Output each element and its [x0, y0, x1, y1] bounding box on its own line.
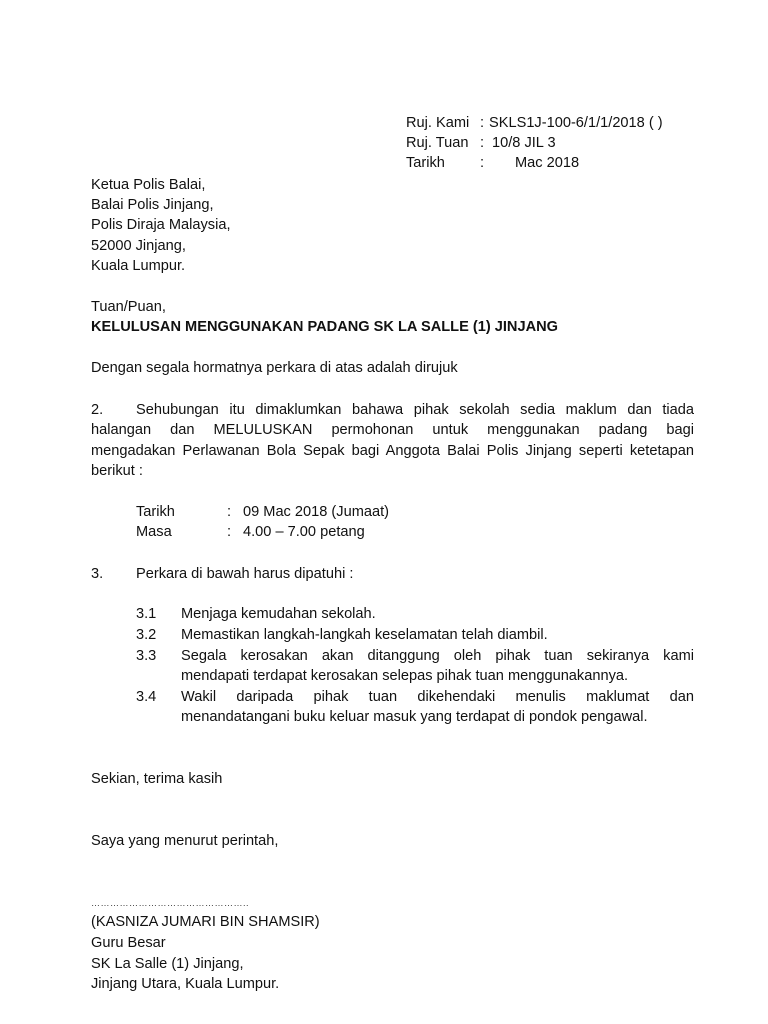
item-number: 3.1 — [136, 606, 157, 622]
signatory-title: Guru Besar — [91, 935, 166, 951]
ref-label: Ruj. Tuan — [406, 135, 469, 151]
signatory-school: SK La Salle (1) Jinjang, — [91, 956, 244, 972]
detail-value-masa: 4.00 – 7.00 petang — [243, 524, 365, 540]
item-number: 3.2 — [136, 627, 157, 643]
para2-line: berikut : — [91, 463, 143, 479]
recipient-line: Polis Diraja Malaysia, — [91, 217, 231, 233]
ref-colon: : — [480, 115, 485, 131]
ref-row-tarikh — [0, 153, 768, 173]
letter-subject: KELULUSAN MENGGUNAKAN PADANG SK LA SALLE (1) JINJANG — [91, 319, 559, 335]
para3-text: Perkara di bawah harus dipatuhi : — [136, 566, 354, 582]
item-text: menandatangani buku keluar masuk yang terdapat di pondok pengawal. — [181, 709, 648, 725]
para2-line: halangan dan MELULUSKAN permohonan untuk menggunakan padang bagi — [91, 422, 694, 438]
ref-value-tuan: 10/8 JIL 3 — [492, 135, 556, 151]
detail-label-masa: Masa — [136, 524, 172, 540]
ref-value-kami: SKLS1J-100-6/1/1/2018 ( ) — [489, 115, 663, 131]
ref-label: Tarikh — [406, 155, 445, 171]
detail-label-tarikh: Tarikh — [136, 504, 175, 520]
recipient-line: Balai Polis Jinjang, — [91, 197, 214, 213]
ref-value-tarikh: Mac 2018 — [515, 155, 580, 171]
signatory-address: Jinjang Utara, Kuala Lumpur. — [91, 976, 280, 992]
ref-colon: : — [480, 155, 485, 171]
detail-colon: : — [227, 524, 232, 540]
item-number: 3.4 — [136, 689, 157, 705]
salutation: Tuan/Puan, — [91, 299, 166, 315]
recipient-line: Kuala Lumpur. — [91, 258, 186, 274]
item-text: Memastikan langkah-langkah keselamatan telah diambil. — [181, 627, 548, 643]
ref-row-kami — [0, 113, 768, 133]
item-text: Wakil daripada pihak tuan dikehendaki menulis maklumat dan — [181, 689, 694, 705]
ref-label: Ruj. Kami — [406, 115, 470, 131]
para2-line: Sehubungan itu dimaklumkan bahawa pihak sekolah sedia maklum dan tiada — [136, 402, 694, 418]
item-text: Menjaga kemudahan sekolah. — [181, 606, 376, 622]
recipient-line: 52000 Jinjang, — [91, 238, 186, 254]
item-text: mendapati terdapat kerosakan selepas pihak tuan menggunakannya. — [181, 668, 629, 684]
para2-line: mengadakan Perlawanan Bola Sepak bagi Anggota Balai Polis Jinjang seperti ketetapan — [91, 443, 694, 459]
para3-number: 3. — [91, 566, 104, 582]
para2-number: 2. — [91, 402, 104, 418]
intro-text: Dengan segala hormatnya perkara di atas adalah dirujuk — [91, 360, 458, 376]
closing-text: Sekian, terima kasih — [91, 771, 223, 787]
sign-intro: Saya yang menurut perintah, — [91, 833, 279, 849]
detail-value-tarikh: 09 Mac 2018 (Jumaat) — [243, 504, 390, 520]
recipient-line: Ketua Polis Balai, — [91, 177, 206, 193]
item-number: 3.3 — [136, 648, 157, 664]
signature-dotted-line: ………………………………………….. — [91, 898, 250, 908]
ref-colon: : — [480, 135, 485, 151]
signatory-name: (KASNIZA JUMARI BIN SHAMSIR) — [91, 914, 320, 930]
detail-colon: : — [227, 504, 232, 520]
item-text: Segala kerosakan akan ditanggung oleh pihak tuan sekiranya kami — [181, 648, 694, 664]
ref-row-tuan — [0, 133, 768, 153]
